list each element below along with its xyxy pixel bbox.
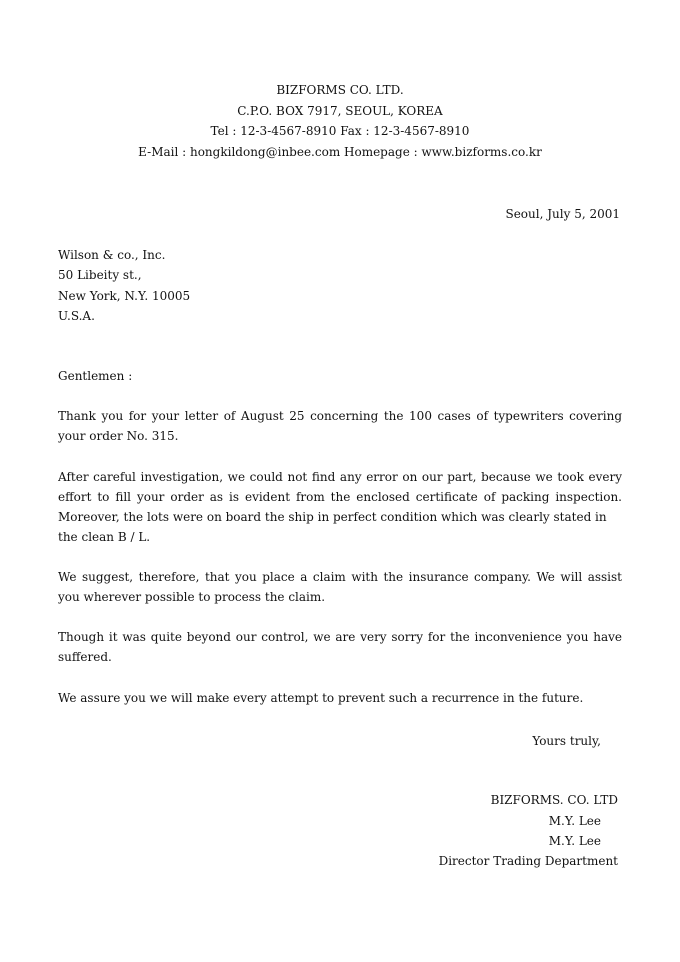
closing: Yours truly,	[532, 734, 601, 748]
recipient-country: U.S.A.	[58, 309, 95, 323]
letter-date: Seoul, July 5, 2001	[505, 207, 620, 221]
paragraph-line: After careful investigation, we could not find any error on our part, because we took every	[58, 470, 622, 484]
paragraph-line: you wherever possible to process the claim.	[58, 590, 326, 604]
paragraph-line: Moreover, the lots were on board the ship in perfect condition which was clearly stated in	[58, 510, 607, 524]
body-paragraph-4	[58, 627, 622, 667]
paragraph-line: the clean B / L.	[58, 530, 151, 544]
recipient-city: New York, N.Y. 10005	[58, 289, 191, 303]
paragraph-line: effort to fill your order as is evident from the enclosed certificate of packing inspection.	[58, 490, 622, 504]
paragraph-line: your order No. 315.	[58, 429, 179, 443]
body-paragraph-5	[58, 688, 622, 708]
paragraph-line: We suggest, therefore, that you place a claim with the insurance company. We will assist	[58, 570, 622, 584]
recipient-street: 50 Libeity st.,	[58, 268, 142, 282]
letterhead-company: BIZFORMS CO. LTD.	[276, 83, 404, 97]
letterhead-tel-fax: Tel : 12-3-4567-8910 Fax : 12-3-4567-8910	[210, 124, 470, 138]
letterhead-email-homepage: E-Mail : hongkildong@inbee.com Homepage : www.bizforms.co.kr	[138, 145, 542, 159]
letterhead-address: C.P.O. BOX 7917, SEOUL, KOREA	[237, 104, 443, 118]
body-paragraph-3	[58, 567, 622, 607]
salutation: Gentlemen :	[58, 369, 133, 383]
signature-title: Director Trading Department	[438, 854, 618, 868]
signature-name-2: M.Y. Lee	[548, 834, 601, 848]
body-paragraph-2	[58, 467, 622, 547]
body-paragraph-1	[58, 406, 622, 446]
paragraph-line: We assure you we will make every attempt to prevent such a recurrence in the future.	[58, 691, 584, 705]
recipient-name: Wilson & co., Inc.	[58, 248, 166, 262]
paragraph-line: Though it was quite beyond our control, we are very sorry for the inconvenience you have	[58, 630, 622, 644]
paragraph-line: Thank you for your letter of August 25 concerning the 100 cases of typewriters covering	[58, 409, 622, 423]
signature-company: BIZFORMS. CO. LTD	[490, 793, 618, 807]
signature-name-1: M.Y. Lee	[548, 814, 601, 828]
paragraph-line: suffered.	[58, 650, 112, 664]
